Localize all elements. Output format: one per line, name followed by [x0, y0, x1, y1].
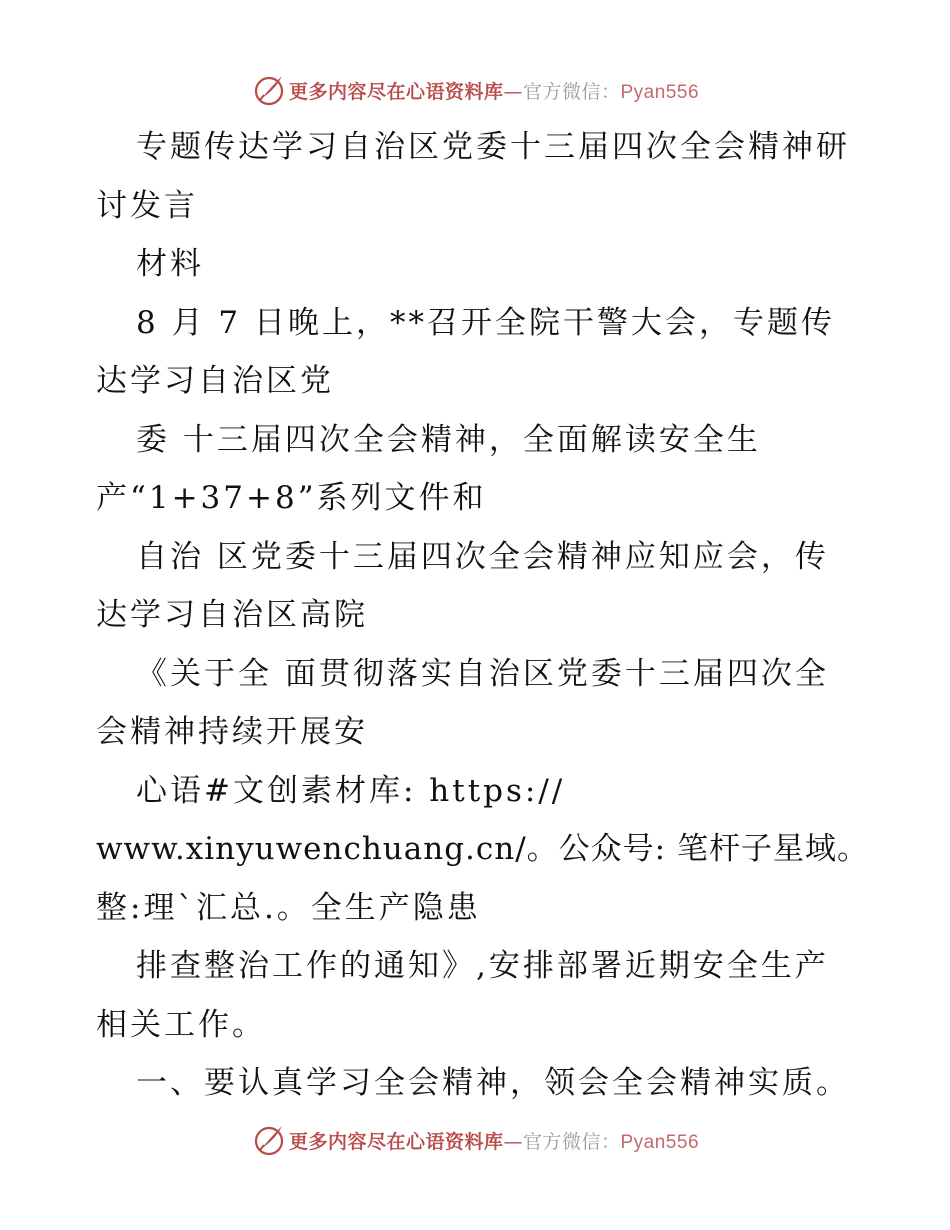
text-line: 自治 区党委十三届四次全会精神应知应会，传 [136, 538, 829, 575]
text-line: 8 月 7 日晚上，**召开全院干警大会，专题传 [136, 304, 836, 341]
feather-pen-seal-icon [251, 72, 287, 108]
text-line: 一、要认真学习全会精神，领会全会精神实质。 [136, 1065, 850, 1101]
text-line: 专题传达学习自治区党委十三届四次全会精神研 [136, 129, 850, 165]
watermark-main-text: 更多内容尽在心语资料库 [288, 80, 504, 103]
footer-watermark-banner [0, 1120, 950, 1160]
watermark-text [289, 77, 699, 104]
text-line: 材料 [136, 246, 204, 282]
watermark-wechat-id: Pyan556 [620, 1131, 700, 1153]
text-line: 心语#文创素材库: https:// [136, 772, 566, 809]
text-line: 排查整治工作的通知》,安排部署近期安全生产 [136, 948, 829, 984]
text-line: 《关于全 面贯彻落实自治区党委十三届四次全 [136, 655, 829, 692]
text-line: 整:理`汇总.。全生产隐患 [96, 889, 481, 926]
text-line: 达学习自治区党 [96, 363, 334, 399]
text-line: 相关工作。 [96, 1006, 266, 1043]
header-watermark-banner [0, 70, 950, 110]
watermark-dash: — [503, 1130, 523, 1153]
text-line: 达学习自治区高院 [96, 597, 368, 633]
watermark-dash: — [503, 80, 523, 103]
document-body [96, 118, 869, 1113]
watermark-official-label: 官方微信： [522, 80, 621, 103]
text-line: 产“1+37+8”系列文件和 [96, 480, 487, 516]
watermark-wechat-id: Pyan556 [620, 81, 700, 103]
feather-pen-seal-icon [251, 1122, 287, 1158]
text-line: 会精神持续开展安 [96, 714, 368, 750]
watermark-official-label: 官方微信： [522, 1130, 621, 1153]
text-line: 讨发言 [96, 187, 198, 224]
watermark-text [289, 1127, 699, 1154]
text-line: www.xinyuwenchuang.cn/。公众号: 笔杆子星域。 [96, 831, 869, 867]
text-line: 委 十三届四次全会精神，全面解读安全生 [136, 421, 761, 458]
watermark-main-text: 更多内容尽在心语资料库 [288, 1130, 504, 1153]
